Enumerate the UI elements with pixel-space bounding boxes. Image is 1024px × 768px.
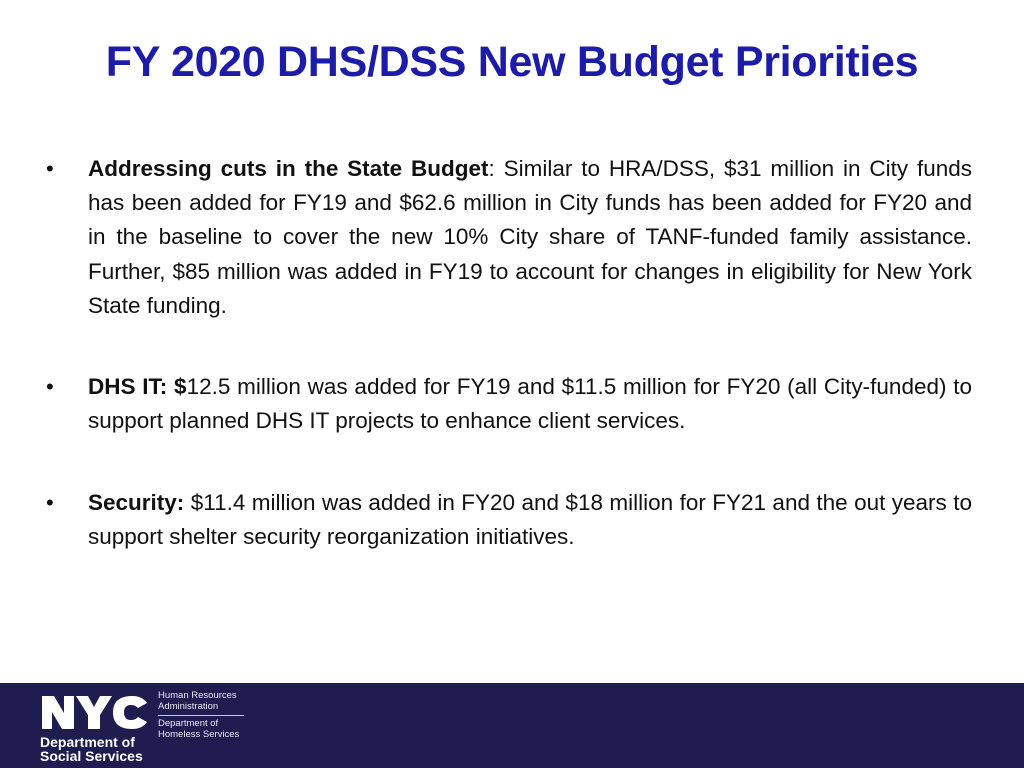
bullet-body: 12.5 million was added for FY19 and $11.5 million for FY20 (all City-funded) to support planned DHS IT projects to enhance client services. <box>88 374 973 434</box>
bullet-icon: • <box>46 156 54 181</box>
dss-logo <box>40 691 260 766</box>
bullet-separator: : <box>488 156 504 181</box>
bullet-body: Similar to HRA/DSS, $31 million in City funds has been added for FY19 and $62.6 million in City funds has been added for FY20 and in the baseline to cover the new 10% City share of TANF-funded family assistance. Further, $85 million was added in FY19 to account for changes in eligibility for New York State funding. <box>88 156 972 318</box>
bullet-body: $11.4 million was added in FY20 and $18 million for FY21 and the out years to support shelter security reorganization initiatives. <box>88 490 972 550</box>
hra-line-1: Human Resources <box>158 690 237 701</box>
slide-title: FY 2020 DHS/DSS New Budget Priorities <box>105 38 919 86</box>
bullet-heading: DHS IT: $ <box>88 374 187 399</box>
bullet-icon: • <box>46 490 54 515</box>
bullet-heading: Addressing cuts in the State Budget <box>88 156 489 181</box>
footer-bar <box>0 683 1024 768</box>
dhs-line-2: Homeless Services <box>158 728 240 740</box>
agency-names <box>158 691 244 740</box>
bullet-dhs-it <box>44 370 972 438</box>
bullet-icon: • <box>46 374 54 399</box>
hra-line-2: Administration <box>158 700 219 712</box>
bullet-security <box>44 486 972 554</box>
department-line-1: Department of <box>40 734 135 750</box>
department-line-2: Social Services <box>40 748 143 764</box>
bullet-heading: Security: <box>88 490 185 515</box>
dhs-line-1: Department of <box>158 718 219 729</box>
department-name <box>40 735 143 763</box>
nyc-logo-icon <box>40 693 150 731</box>
agency-divider <box>158 715 244 716</box>
bullet-state-budget <box>44 152 972 323</box>
